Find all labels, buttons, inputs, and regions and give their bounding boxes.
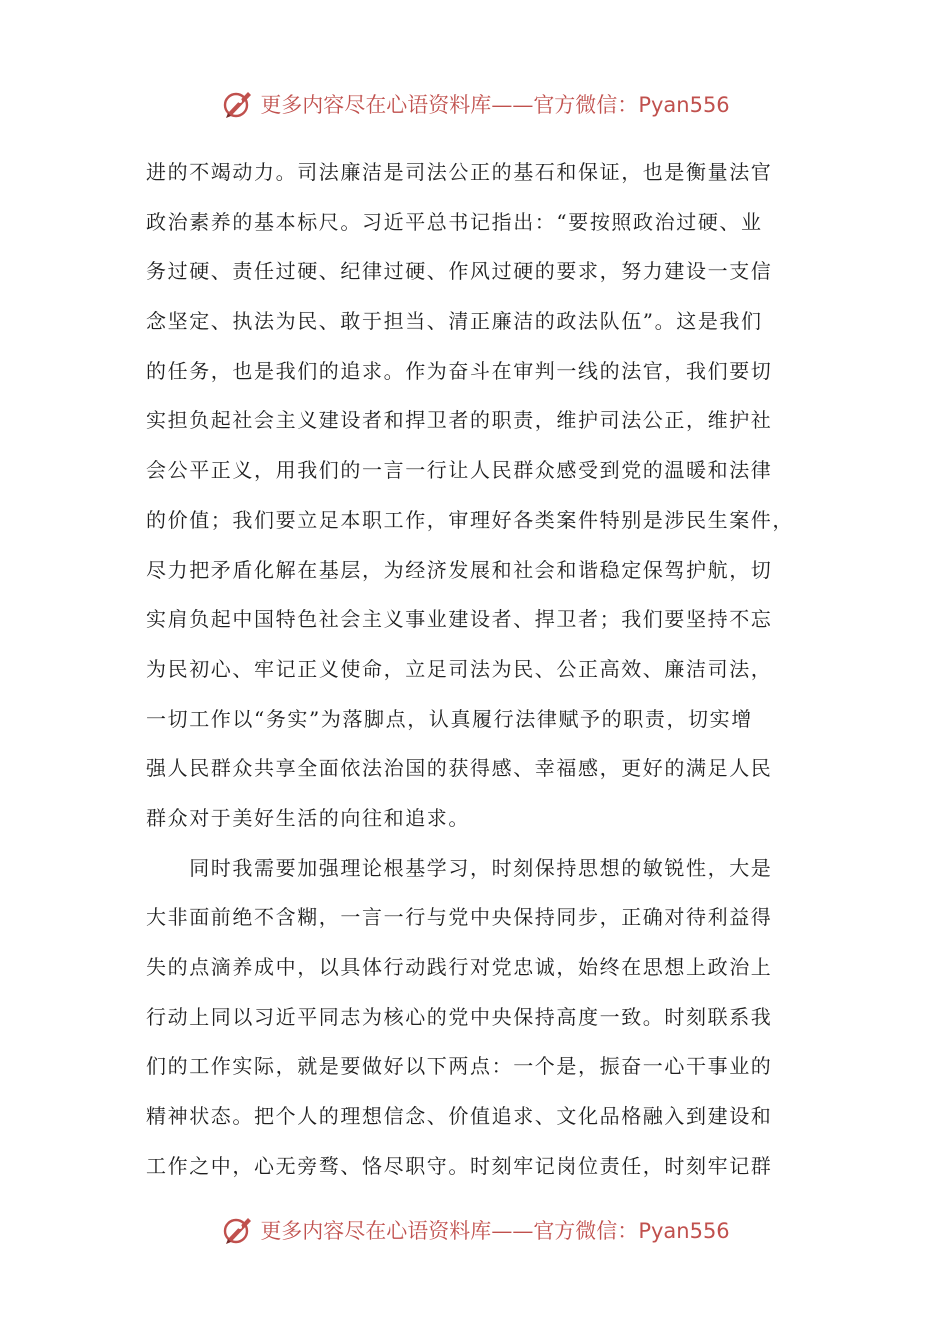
- text-line: 务过硬、责任过硬、纪律过硬、作风过硬的要求，努力建设一支信: [146, 259, 773, 284]
- text-line: 一切工作以“务实”为落脚点，认真履行法律赋予的职责，切实增: [146, 706, 753, 731]
- pen-logo-icon: [220, 86, 256, 122]
- text-line: 工作之中，心无旁骛、恪尽职守。时刻牢记岗位责任，时刻牢记群: [146, 1153, 773, 1178]
- text-line: 同时我需要加强理论根基学习，时刻保持思想的敏锐性，大是: [146, 855, 773, 880]
- document-body: [146, 148, 818, 1191]
- text-line: 的任务，也是我们的追求。作为奋斗在审判一线的法官，我们要切: [146, 358, 773, 383]
- text-line: 实担负起社会主义建设者和捍卫者的职责，维护司法公正，维护社: [146, 408, 773, 433]
- text-line: 为民初心、牢记正义使命，立足司法为民、公正高效、廉洁司法，: [146, 656, 773, 681]
- text-line: 政治素养的基本标尺。习近平总书记指出：“要按照政治过硬、业: [146, 209, 763, 234]
- text-line: 会公平正义，用我们的一言一行让人民群众感受到党的温暖和法律: [146, 458, 773, 483]
- text-line: 大非面前绝不含糊，一言一行与党中央保持同步，正确对待利益得: [146, 905, 773, 930]
- text-line: 强人民群众共享全面依法治国的获得感、幸福感，更好的满足人民: [146, 756, 773, 781]
- text-line: 精神状态。把个人的理想信念、价值追求、文化品格融入到建设和: [146, 1104, 773, 1129]
- text-line: 尽力把矛盾化解在基层，为经济发展和社会和谐稳定保驾护航，切: [146, 557, 773, 582]
- text-line: 的价值；我们要立足本职工作，审理好各类案件特别是涉民生案件，: [146, 507, 794, 532]
- header-text: 更多内容尽在心语资料库——官方微信：Pyan556: [260, 93, 730, 117]
- text-line: 们的工作实际，就是要做好以下两点：一个是，振奋一心干事业的: [146, 1054, 773, 1079]
- text-line: 失的点滴养成中，以具体行动践行对党忠诚，始终在思想上政治上: [146, 955, 773, 979]
- text-line: 行动上同以习近平同志为核心的党中央保持高度一致。时刻联系我: [146, 1004, 773, 1029]
- text-line: 念坚定、执法为民、敢于担当、清正廉洁的政法队伍”。这是我们: [146, 309, 763, 334]
- text-line: 实肩负起中国特色社会主义事业建设者、捍卫者；我们要坚持不忘: [146, 607, 773, 632]
- footer-banner: [0, 1210, 950, 1250]
- footer-text: 更多内容尽在心语资料库——官方微信：Pyan556: [260, 1219, 730, 1243]
- header-banner: [0, 84, 950, 124]
- text-line: 群众对于美好生活的向往和追求。: [146, 805, 470, 830]
- text-line: 进的不竭动力。司法廉洁是司法公正的基石和保证，也是衡量法官: [146, 160, 773, 184]
- pen-logo-icon: [220, 1212, 256, 1248]
